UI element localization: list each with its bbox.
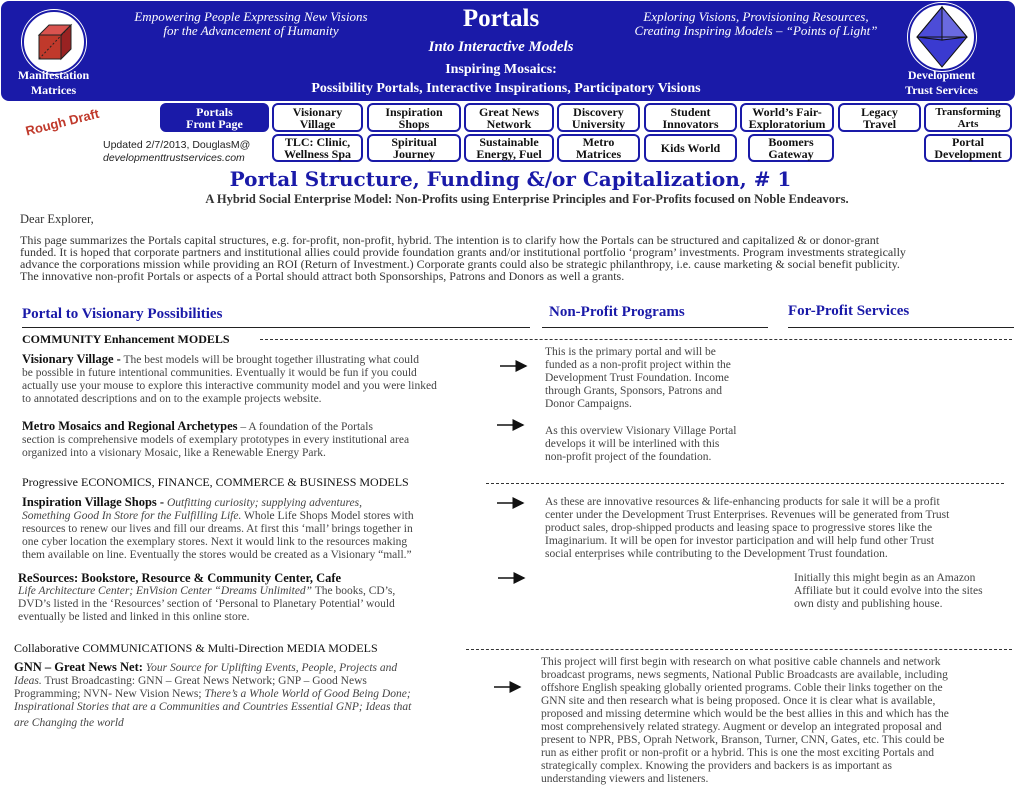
- nav-transforming-arts[interactable]: Transforming Arts: [924, 103, 1012, 132]
- col-heading-visionary: Portal to Visionary Possibilities: [22, 306, 223, 322]
- visionary-village-text: Visionary Village - The best models will be brought together illustrating what could be possible in future intentional communities. Eventually it would be fun if you could actually use your mouse to explore this interactive community model and you were linked to annotated descriptions and on to the example projects website.: [22, 352, 437, 405]
- nav-kids-world[interactable]: Kids World: [644, 134, 737, 162]
- tagline-2: for the Advancement of Humanity: [163, 23, 339, 38]
- nav-sustainable-energy[interactable]: Sustainable Energy, Fuel: [464, 134, 554, 162]
- intro-paragraph: This page summarizes the Portals capital structures, e.g. for-profit, non-profit, hybrid. The intention is to clarify how the Portals can be structured and capitalized & or donor-grant funded. It is hoped that corporate partners and institutional allies could provide foundation grants and/or institutional portfolio ‘program’ investments. Program investments strategically advance the corporations mission while providing an ROI (Return of Investment.) Corporate grants could also be strategic philanthropy, i.e. cause marketing & social benefit publicity. The innovative non-profit Portals or aspects of a Portal should attract both Sponsorships, Patrons and Donors as well a grants.: [20, 233, 906, 283]
- nav-tlc-clinic[interactable]: TLC: Clinic, Wellness Spa: [272, 134, 363, 162]
- nav-portal-development[interactable]: Portal Development: [924, 134, 1012, 162]
- development-logo[interactable]: [907, 2, 977, 72]
- left-logo-label-2: Matrices: [30, 83, 77, 97]
- metro-mosaics-text: Metro Mosaics and Regional Archetypes – A foundation of the Portals section is comprehensive models of exemplary prototypes in every institutional area organized into a visionary Mosaic, like a Renewable Energy Park.: [22, 419, 410, 459]
- arrow-right-icon: [494, 681, 522, 693]
- gnn-text: GNN – Great News Net: Your Source for Uplifting Events, People, Projects and Ideas. Trust Broadcasting: GNN – Great News Network; GNP – Good News Programming; NVN- New Vision News; There’s a Whole World of Good Being Done; Inspirational Stories that are a Communities and Countries Essential GNP; Ideas that are Changing the world: [14, 660, 412, 729]
- media-heading: Collaborative COMMUNICATIONS & Multi-Direction MEDIA MODELS: [14, 641, 378, 655]
- manifestation-logo[interactable]: [21, 9, 87, 75]
- arrow-right-icon: [497, 419, 525, 431]
- col-underline-left: [22, 327, 530, 328]
- right-logo-label-2: Trust Services: [905, 83, 978, 97]
- site-link[interactable]: developmenttrustservices.com: [103, 152, 245, 164]
- nav-boomers-gateway[interactable]: Boomers Gateway: [748, 134, 834, 162]
- col-heading-forprofit: For-Profit Services: [788, 303, 910, 319]
- inspiration-shops-text: Inspiration Village Shops - Outfitting curiosity; supplying adventures, Something Good In Store for the Fulfilling Life. Whole Life Shops Model stores with resources to renew our lives and fill our dreams. At first this ‘mall’ brings together in one cyber location the exemplary stores. Next it would link to the resources making them available on line. Eventually the stores would be created as a Visionary “mall.”: [22, 495, 414, 561]
- arrow-right-icon: [498, 572, 526, 584]
- right-logo-label-1: Development: [907, 68, 976, 82]
- nav-visionary-village[interactable]: Visionary Village: [272, 103, 363, 132]
- right-tagline-1: Exploring Visions, Provisioning Resources,: [643, 9, 869, 24]
- header-subtitle: Into Interactive Models: [428, 39, 574, 55]
- tagline-1: Empowering People Expressing New Visions: [134, 9, 368, 24]
- header-title: Portals: [462, 5, 540, 32]
- rough-draft-stamp: Rough Draft: [24, 105, 101, 139]
- nav-discovery-university[interactable]: Discovery University: [557, 103, 640, 132]
- header-subtitle-3: Possibility Portals, Interactive Inspirations, Participatory Visions: [311, 81, 701, 96]
- col-underline-mid: [542, 327, 768, 328]
- greeting: Dear Explorer,: [20, 212, 94, 226]
- nav-great-news-network[interactable]: Great News Network: [464, 103, 554, 132]
- col-heading-nonprofit: Non-Profit Programs: [549, 304, 685, 320]
- right-tagline-2: Creating Inspiring Models – “Points of Light”: [634, 23, 878, 38]
- arrow-right-icon: [500, 360, 528, 372]
- nav-worlds-fair[interactable]: World’s Fair- Exploratorium: [740, 103, 834, 132]
- arrow-right-icon: [497, 497, 525, 509]
- cube-icon: [21, 9, 87, 75]
- resources-text: ReSources: Bookstore, Resource & Community Center, Cafe Life Architecture Center; EnVision Center “Dreams Unlimited” The books, CD’s, DVD’s listed in the ‘Resources’ section of ‘Personal to Planetary Potential’ would eventually be listed and linked in this online store.: [18, 571, 396, 623]
- inspiration-shops-forprofit: As these are innovative resources & life-enhancing products for sale it will be a profit center under the Development Trust Enterprises. Revenues will be generated from Trust product sales, drop-shipped products and leasing space to progressive stores like the Imaginarium. It will be open for investor participation and will help fund other Trust social enterprises while contributing to the Development Trust foundation.: [545, 496, 950, 560]
- nav-metro-matrices[interactable]: Metro Matrices: [557, 134, 640, 162]
- nav-legacy-travel[interactable]: Legacy Travel: [838, 103, 921, 132]
- resources-forprofit: Initially this might begin as an Amazon Affiliate but it could evolve into the sites own disty and publishing house.: [794, 572, 983, 610]
- header-subtitle-2: Inspiring Mosaics:: [445, 62, 557, 77]
- header-banner: [1, 1, 1015, 101]
- gnn-description: This project will first begin with research on what positive cable channels and network broadcast programs, news segments, National Public Broadcasts are available, including offshore English speaking globally oriented programs. Coble their links together on the GNN site and then research what is being proposed. Once it is clear what is available, proposed and missing determine which would be the best allies in this and which has the most comprehensively related strategy. Augment or develop an integrated proposal and present to NPR, PBS, Oprah Network, Branson, Turner, CNN, Gates, etc. This could be run as either profit or non-profit or a hybrid. This is one the most exciting Portals and strategically complex. Knowing the providers and backers is as important as understanding viewers and listeners.: [541, 656, 949, 785]
- nav-spiritual-journey[interactable]: Spiritual Journey: [367, 134, 461, 162]
- page-title: Portal Structure, Funding &/or Capitalization, # 1: [229, 167, 792, 191]
- community-divider: [260, 339, 1012, 340]
- left-logo-label-1: Manifestation: [17, 68, 90, 82]
- nav-portals-front-page[interactable]: Portals Front Page: [160, 103, 269, 132]
- page-subtitle: A Hybrid Social Enterprise Model: Non-Profits using Enterprise Principles and For-Profits focused on Noble Endeavors.: [205, 192, 849, 206]
- nav-student-innovators[interactable]: Student Innovators: [644, 103, 737, 132]
- economics-heading: Progressive ECONOMICS, FINANCE, COMMERCE & BUSINESS MODELS: [22, 475, 409, 489]
- metro-mosaics-nonprofit: As this overview Visionary Village Portal develops it will be interlined with this non-profit project of the foundation.: [545, 425, 737, 463]
- visionary-village-nonprofit: This is the primary portal and will be funded as a non-profit project within the Development Trust Foundation. Income through Grants, Sponsors, Patrons and Donor Campaigns.: [545, 346, 731, 410]
- community-heading: COMMUNITY Enhancement MODELS: [22, 332, 230, 346]
- updated-date: Updated 2/7/2013, DouglasM@: [103, 139, 251, 151]
- nav-inspiration-shops[interactable]: Inspiration Shops: [367, 103, 461, 132]
- media-divider: [466, 649, 1012, 650]
- col-underline-right: [788, 327, 1014, 328]
- octahedron-icon: [907, 2, 977, 72]
- economics-divider: [486, 483, 1004, 484]
